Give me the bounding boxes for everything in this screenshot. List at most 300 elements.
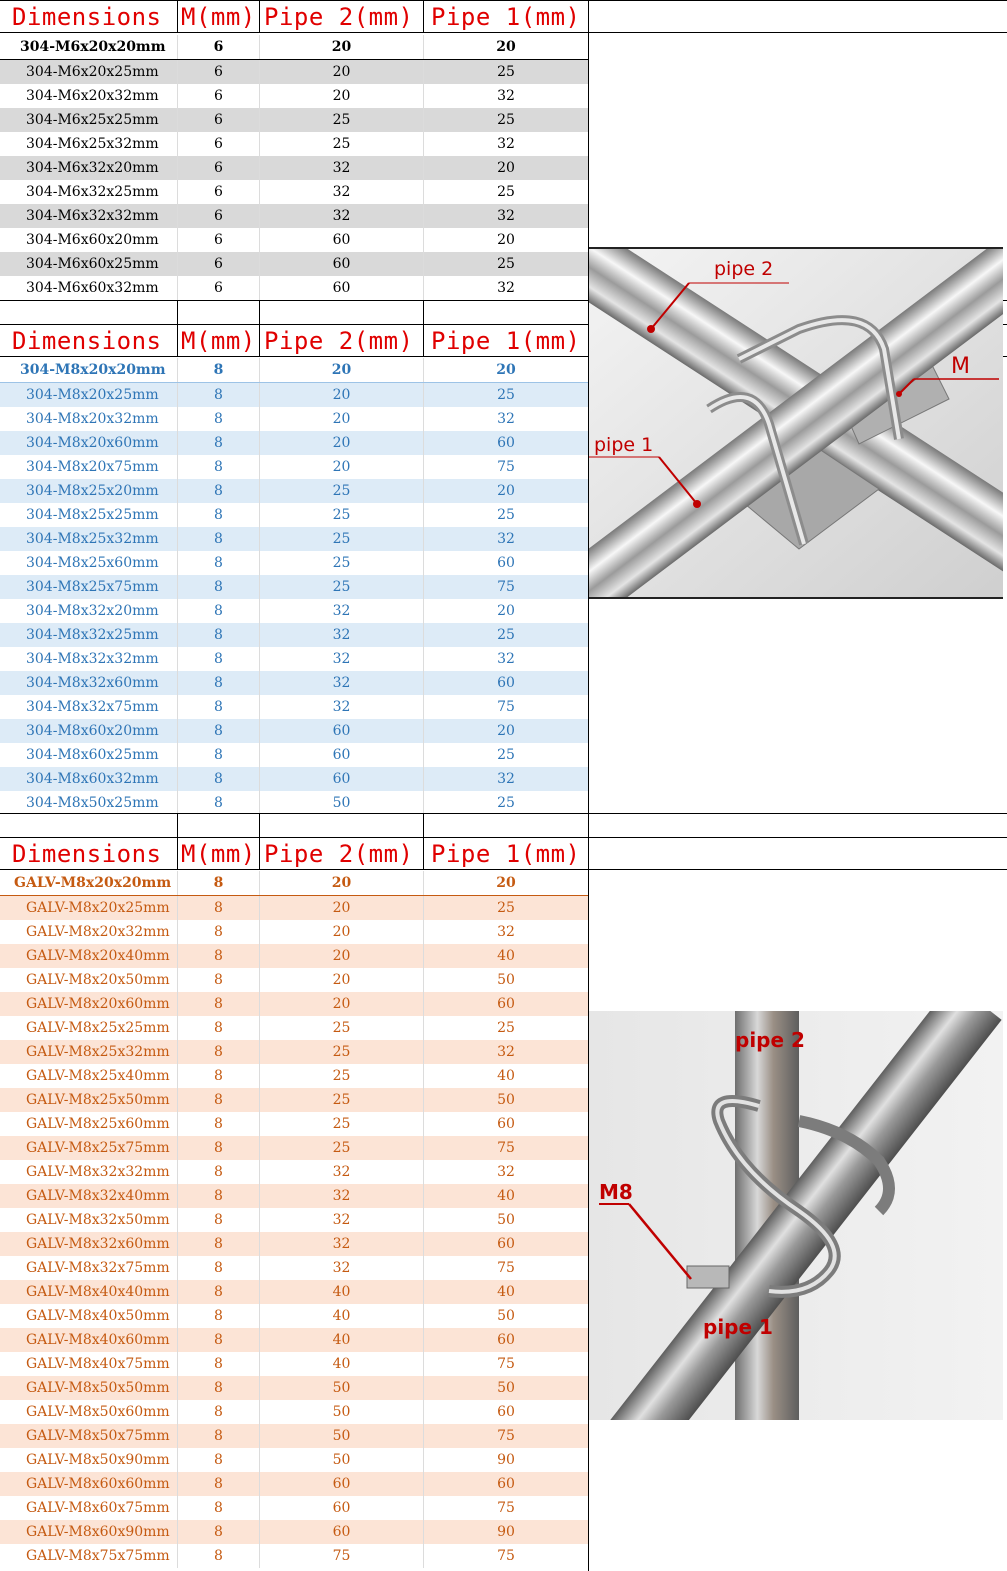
cell-m: 8 bbox=[178, 1376, 260, 1400]
cell-pipe1: 32 bbox=[497, 771, 515, 787]
cell-pipe2: 20 bbox=[260, 944, 424, 968]
cell-m: 8 bbox=[178, 1520, 260, 1544]
cell-m: 8 bbox=[178, 1328, 260, 1352]
table-row bbox=[0, 1448, 588, 1472]
cell-m: 8 bbox=[178, 896, 260, 920]
cell-pipe2: 40 bbox=[260, 1352, 424, 1376]
cell-dimensions: GALV-M8x20x25mm bbox=[0, 896, 178, 920]
cell-pipe1: 32 bbox=[497, 1164, 515, 1180]
cell-pipe2: 32 bbox=[260, 1256, 424, 1280]
table-header-galv-m8 bbox=[0, 837, 1007, 870]
cell-pipe2: 32 bbox=[260, 647, 424, 671]
cell-pipe2: 32 bbox=[260, 1232, 424, 1256]
table-row bbox=[0, 1208, 588, 1232]
cell-pipe1: 32 bbox=[497, 531, 515, 547]
cell-m: 8 bbox=[178, 1304, 260, 1328]
table-row bbox=[0, 431, 588, 455]
cell-pipe1: 25 bbox=[497, 112, 515, 128]
cell-pipe1: 40 bbox=[497, 948, 515, 964]
cell-pipe1: 60 bbox=[497, 675, 515, 691]
cell-pipe2: 20 bbox=[260, 992, 424, 1016]
header-pipe1: Pipe 1(mm) bbox=[424, 838, 589, 869]
cell-pipe2: 25 bbox=[260, 1040, 424, 1064]
table-row bbox=[0, 1424, 588, 1448]
table-row bbox=[0, 358, 588, 383]
cell-m: 8 bbox=[178, 791, 260, 815]
cell-dimensions: 304-M6x20x20mm bbox=[0, 35, 178, 59]
table-row bbox=[0, 1184, 588, 1208]
cell-pipe2: 60 bbox=[260, 1520, 424, 1544]
cell-m: 6 bbox=[178, 108, 260, 132]
galvanized-clamp-photo bbox=[589, 1011, 1003, 1420]
table-row bbox=[0, 1544, 588, 1568]
table-row bbox=[0, 791, 588, 815]
cell-pipe2: 20 bbox=[260, 431, 424, 455]
cell-pipe2: 20 bbox=[260, 871, 424, 895]
cell-pipe2: 25 bbox=[260, 1064, 424, 1088]
cell-dimensions: GALV-M8x60x90mm bbox=[0, 1520, 178, 1544]
cell-m: 8 bbox=[178, 1352, 260, 1376]
table-row bbox=[0, 1400, 588, 1424]
table-row bbox=[0, 695, 588, 719]
cell-m: 8 bbox=[178, 551, 260, 575]
cell-m: 8 bbox=[178, 1280, 260, 1304]
table-row bbox=[0, 407, 588, 431]
table-row bbox=[0, 944, 588, 968]
cell-m: 8 bbox=[178, 623, 260, 647]
label-pipe2: pipe 2 bbox=[714, 258, 774, 280]
cell-dimensions: 304-M6x25x25mm bbox=[0, 108, 178, 132]
cell-pipe1: 50 bbox=[497, 1092, 515, 1108]
cell-m: 8 bbox=[178, 1112, 260, 1136]
cell-m: 8 bbox=[178, 1400, 260, 1424]
cell-dimensions: GALV-M8x60x60mm bbox=[0, 1472, 178, 1496]
label-m: M bbox=[951, 354, 970, 379]
cell-m: 8 bbox=[178, 503, 260, 527]
header-pipe1: Pipe 1(mm) bbox=[424, 325, 589, 356]
header-spacer bbox=[589, 838, 1007, 869]
cell-pipe1: 25 bbox=[497, 747, 515, 763]
cell-pipe1: 40 bbox=[497, 1068, 515, 1084]
cell-pipe2: 20 bbox=[260, 968, 424, 992]
table-row bbox=[0, 1232, 588, 1256]
cell-dimensions: GALV-M8x60x75mm bbox=[0, 1496, 178, 1520]
cell-dimensions: 304-M8x60x25mm bbox=[0, 743, 178, 767]
cell-m: 8 bbox=[178, 407, 260, 431]
cell-m: 8 bbox=[178, 671, 260, 695]
cell-pipe2: 25 bbox=[260, 503, 424, 527]
cell-dimensions: 304-M8x60x32mm bbox=[0, 767, 178, 791]
table-row bbox=[0, 1088, 588, 1112]
cell-pipe1: 60 bbox=[497, 435, 515, 451]
cell-pipe2: 32 bbox=[260, 1160, 424, 1184]
cell-pipe1: 60 bbox=[497, 1476, 515, 1492]
cell-dimensions: 304-M8x32x25mm bbox=[0, 623, 178, 647]
cell-pipe2: 20 bbox=[260, 896, 424, 920]
cell-pipe2: 50 bbox=[260, 1424, 424, 1448]
separator-row bbox=[0, 813, 1007, 837]
table-row bbox=[0, 156, 588, 180]
cell-pipe2: 25 bbox=[260, 551, 424, 575]
table-row bbox=[0, 647, 588, 671]
cell-m: 8 bbox=[178, 1496, 260, 1520]
table-row bbox=[0, 204, 588, 228]
cell-pipe1: 60 bbox=[497, 555, 515, 571]
header-pipe2: Pipe 2(mm) bbox=[260, 325, 424, 356]
cell-dimensions: 304-M8x20x32mm bbox=[0, 407, 178, 431]
cell-pipe1: 25 bbox=[497, 900, 515, 916]
cell-dimensions: 304-M8x20x25mm bbox=[0, 383, 178, 407]
cell-pipe2: 20 bbox=[260, 60, 424, 84]
cell-dimensions: GALV-M8x32x60mm bbox=[0, 1232, 178, 1256]
cell-m: 8 bbox=[178, 1016, 260, 1040]
cell-m: 6 bbox=[178, 60, 260, 84]
label-pipe1: pipe 1 bbox=[703, 1315, 773, 1339]
cell-dimensions: 304-M6x32x32mm bbox=[0, 204, 178, 228]
cell-pipe2: 20 bbox=[260, 455, 424, 479]
cell-m: 6 bbox=[178, 180, 260, 204]
cell-m: 8 bbox=[178, 743, 260, 767]
cell-dimensions: GALV-M8x50x50mm bbox=[0, 1376, 178, 1400]
table-row bbox=[0, 1016, 588, 1040]
cell-dimensions: 304-M6x60x25mm bbox=[0, 252, 178, 276]
cell-m: 8 bbox=[178, 992, 260, 1016]
cell-pipe1: 90 bbox=[497, 1452, 515, 1468]
table-row bbox=[0, 1064, 588, 1088]
label-pipe2: pipe 2 bbox=[735, 1028, 805, 1052]
cell-pipe1: 75 bbox=[497, 1428, 515, 1444]
table-row bbox=[0, 743, 588, 767]
cell-pipe1: 75 bbox=[497, 1140, 515, 1156]
cell-pipe1: 25 bbox=[497, 64, 515, 80]
cell-pipe1: 50 bbox=[497, 972, 515, 988]
table-row bbox=[0, 383, 588, 407]
cell-pipe2: 75 bbox=[260, 1544, 424, 1568]
cell-pipe2: 60 bbox=[260, 1496, 424, 1520]
cell-m: 8 bbox=[178, 1472, 260, 1496]
cell-dimensions: 304-M6x32x20mm bbox=[0, 156, 178, 180]
cell-pipe1: 75 bbox=[497, 459, 515, 475]
cell-pipe2: 32 bbox=[260, 671, 424, 695]
cell-dimensions: GALV-M8x32x40mm bbox=[0, 1184, 178, 1208]
table-row bbox=[0, 1112, 588, 1136]
cell-pipe1: 60 bbox=[497, 1116, 515, 1132]
table-row bbox=[0, 527, 588, 551]
cell-pipe1: 40 bbox=[497, 1284, 515, 1300]
table-row bbox=[0, 623, 588, 647]
cell-m: 8 bbox=[178, 1184, 260, 1208]
cell-dimensions: GALV-M8x50x90mm bbox=[0, 1448, 178, 1472]
cell-m: 6 bbox=[178, 132, 260, 156]
cell-pipe2: 60 bbox=[260, 228, 424, 252]
table-row bbox=[0, 599, 588, 623]
cell-m: 8 bbox=[178, 527, 260, 551]
cell-pipe1: 20 bbox=[496, 39, 516, 55]
cell-dimensions: 304-M8x20x75mm bbox=[0, 455, 178, 479]
cell-pipe1: 20 bbox=[497, 160, 515, 176]
cell-pipe2: 60 bbox=[260, 719, 424, 743]
table-row bbox=[0, 35, 588, 60]
cell-dimensions: GALV-M8x40x40mm bbox=[0, 1280, 178, 1304]
cell-pipe1: 20 bbox=[497, 603, 515, 619]
cell-pipe2: 25 bbox=[260, 527, 424, 551]
cell-pipe2: 40 bbox=[260, 1304, 424, 1328]
label-pipe1: pipe 1 bbox=[594, 434, 654, 456]
header-m: M(mm) bbox=[178, 325, 260, 356]
table-row bbox=[0, 108, 588, 132]
table-row bbox=[0, 60, 588, 84]
table-row bbox=[0, 767, 588, 791]
cell-pipe2: 32 bbox=[260, 156, 424, 180]
cell-pipe2: 20 bbox=[260, 920, 424, 944]
cell-pipe1: 20 bbox=[496, 875, 516, 891]
header-dimensions: Dimensions bbox=[0, 325, 178, 356]
cell-m: 6 bbox=[178, 84, 260, 108]
table-row bbox=[0, 1352, 588, 1376]
cell-m: 8 bbox=[178, 1448, 260, 1472]
cell-m: 8 bbox=[178, 383, 260, 407]
cell-m: 8 bbox=[178, 719, 260, 743]
cell-dimensions: GALV-M8x40x60mm bbox=[0, 1328, 178, 1352]
cell-m: 8 bbox=[178, 647, 260, 671]
cell-dimensions: 304-M8x20x60mm bbox=[0, 431, 178, 455]
table-row bbox=[0, 84, 588, 108]
table-row bbox=[0, 551, 588, 575]
cell-pipe2: 25 bbox=[260, 1088, 424, 1112]
cell-pipe2: 60 bbox=[260, 767, 424, 791]
header-pipe2: Pipe 2(mm) bbox=[260, 838, 424, 869]
header-m: M(mm) bbox=[178, 1, 260, 32]
table-row bbox=[0, 871, 588, 896]
cell-m: 8 bbox=[178, 767, 260, 791]
table-row bbox=[0, 1472, 588, 1496]
cell-pipe2: 32 bbox=[260, 1184, 424, 1208]
cell-pipe2: 40 bbox=[260, 1280, 424, 1304]
cell-dimensions: GALV-M8x50x60mm bbox=[0, 1400, 178, 1424]
cell-dimensions: 304-M8x32x20mm bbox=[0, 599, 178, 623]
cell-dimensions: GALV-M8x40x75mm bbox=[0, 1352, 178, 1376]
cell-pipe2: 25 bbox=[260, 108, 424, 132]
cell-pipe2: 20 bbox=[260, 383, 424, 407]
cell-dimensions: GALV-M8x75x75mm bbox=[0, 1544, 178, 1568]
header-dimensions: Dimensions bbox=[0, 838, 178, 869]
cell-m: 8 bbox=[178, 1256, 260, 1280]
cell-dimensions: GALV-M8x25x75mm bbox=[0, 1136, 178, 1160]
cell-pipe1: 90 bbox=[497, 1524, 515, 1540]
cell-pipe1: 32 bbox=[497, 280, 515, 296]
cell-pipe1: 32 bbox=[497, 411, 515, 427]
cell-pipe1: 75 bbox=[497, 1356, 515, 1372]
cell-pipe1: 50 bbox=[497, 1212, 515, 1228]
table-row bbox=[0, 968, 588, 992]
cell-m: 8 bbox=[178, 871, 260, 895]
cell-m: 8 bbox=[178, 944, 260, 968]
table-row bbox=[0, 920, 588, 944]
label-m8: M8 bbox=[599, 1180, 633, 1204]
cell-pipe1: 25 bbox=[497, 627, 515, 643]
cell-m: 8 bbox=[178, 968, 260, 992]
cell-dimensions: GALV-M8x32x50mm bbox=[0, 1208, 178, 1232]
cell-pipe1: 20 bbox=[496, 362, 516, 378]
cell-dimensions: 304-M6x25x32mm bbox=[0, 132, 178, 156]
cell-m: 8 bbox=[178, 1160, 260, 1184]
cell-pipe2: 32 bbox=[260, 180, 424, 204]
cell-pipe2: 25 bbox=[260, 1112, 424, 1136]
cell-dimensions: GALV-M8x20x20mm bbox=[0, 871, 178, 895]
cell-dimensions: 304-M8x60x20mm bbox=[0, 719, 178, 743]
cell-pipe1: 25 bbox=[497, 1020, 515, 1036]
cell-pipe1: 25 bbox=[497, 387, 515, 403]
table-row bbox=[0, 252, 588, 276]
cell-dimensions: GALV-M8x25x60mm bbox=[0, 1112, 178, 1136]
cell-pipe1: 25 bbox=[497, 184, 515, 200]
cell-pipe2: 20 bbox=[260, 407, 424, 431]
table-row bbox=[0, 575, 588, 599]
cell-pipe2: 25 bbox=[260, 575, 424, 599]
cell-pipe1: 40 bbox=[497, 1188, 515, 1204]
cell-m: 6 bbox=[178, 228, 260, 252]
cell-dimensions: 304-M8x25x32mm bbox=[0, 527, 178, 551]
cell-dimensions: 304-M6x32x25mm bbox=[0, 180, 178, 204]
cell-pipe2: 60 bbox=[260, 1472, 424, 1496]
cell-dimensions: GALV-M8x25x32mm bbox=[0, 1040, 178, 1064]
cell-dimensions: 304-M8x25x60mm bbox=[0, 551, 178, 575]
table-row bbox=[0, 1304, 588, 1328]
cell-m: 8 bbox=[178, 1136, 260, 1160]
table-row bbox=[0, 1256, 588, 1280]
cell-pipe1: 32 bbox=[497, 924, 515, 940]
table-row bbox=[0, 1040, 588, 1064]
cell-pipe1: 25 bbox=[497, 795, 515, 811]
cell-pipe2: 25 bbox=[260, 479, 424, 503]
cell-m: 8 bbox=[178, 575, 260, 599]
cell-m: 6 bbox=[178, 252, 260, 276]
cell-pipe1: 32 bbox=[497, 136, 515, 152]
cell-dimensions: GALV-M8x25x25mm bbox=[0, 1016, 178, 1040]
cell-m: 6 bbox=[178, 204, 260, 228]
cell-dimensions: 304-M8x32x60mm bbox=[0, 671, 178, 695]
cell-m: 8 bbox=[178, 1208, 260, 1232]
cell-pipe1: 60 bbox=[497, 1332, 515, 1348]
cell-dimensions: GALV-M8x20x32mm bbox=[0, 920, 178, 944]
table-row bbox=[0, 180, 588, 204]
cell-pipe2: 25 bbox=[260, 1136, 424, 1160]
cell-pipe1: 75 bbox=[497, 1548, 515, 1564]
table-row bbox=[0, 479, 588, 503]
cell-pipe2: 20 bbox=[260, 358, 424, 382]
cell-pipe1: 75 bbox=[497, 699, 515, 715]
table-row bbox=[0, 1136, 588, 1160]
cell-dimensions: 304-M8x25x75mm bbox=[0, 575, 178, 599]
cell-dimensions: 304-M8x32x32mm bbox=[0, 647, 178, 671]
cell-m: 8 bbox=[178, 599, 260, 623]
cell-m: 8 bbox=[178, 1424, 260, 1448]
cell-pipe1: 75 bbox=[497, 579, 515, 595]
cell-pipe2: 25 bbox=[260, 1016, 424, 1040]
cell-m: 8 bbox=[178, 695, 260, 719]
table-row bbox=[0, 1520, 588, 1544]
cell-pipe2: 32 bbox=[260, 695, 424, 719]
header-spacer bbox=[589, 1, 1007, 32]
cell-pipe2: 32 bbox=[260, 599, 424, 623]
cell-m: 8 bbox=[178, 1232, 260, 1256]
cell-pipe1: 25 bbox=[497, 256, 515, 272]
table-row bbox=[0, 228, 588, 252]
table-row bbox=[0, 992, 588, 1016]
cell-m: 8 bbox=[178, 1040, 260, 1064]
cell-pipe2: 50 bbox=[260, 791, 424, 815]
table-row bbox=[0, 1160, 588, 1184]
cell-m: 6 bbox=[178, 276, 260, 300]
cell-pipe2: 32 bbox=[260, 1208, 424, 1232]
table-header-304-m6 bbox=[0, 0, 1007, 33]
header-dimensions: Dimensions bbox=[0, 1, 178, 32]
table-row bbox=[0, 671, 588, 695]
cell-dimensions: 304-M6x60x32mm bbox=[0, 276, 178, 300]
cell-pipe1: 50 bbox=[497, 1308, 515, 1324]
cell-pipe1: 20 bbox=[497, 723, 515, 739]
cell-pipe1: 60 bbox=[497, 996, 515, 1012]
cell-dimensions: 304-M6x20x25mm bbox=[0, 60, 178, 84]
cell-pipe1: 75 bbox=[497, 1260, 515, 1276]
table-row bbox=[0, 896, 588, 920]
table-row bbox=[0, 1280, 588, 1304]
cell-dimensions: 304-M8x50x25mm bbox=[0, 791, 178, 815]
cell-dimensions: GALV-M8x25x40mm bbox=[0, 1064, 178, 1088]
cell-pipe1: 32 bbox=[497, 208, 515, 224]
cell-dimensions: 304-M8x20x20mm bbox=[0, 358, 178, 382]
cell-dimensions: 304-M8x25x25mm bbox=[0, 503, 178, 527]
cell-pipe1: 20 bbox=[497, 232, 515, 248]
cell-m: 6 bbox=[178, 35, 260, 59]
cell-pipe2: 50 bbox=[260, 1400, 424, 1424]
cell-m: 8 bbox=[178, 431, 260, 455]
cell-pipe1: 50 bbox=[497, 1380, 515, 1396]
cell-m: 8 bbox=[178, 1544, 260, 1568]
cell-m: 8 bbox=[178, 1064, 260, 1088]
cell-pipe1: 25 bbox=[497, 507, 515, 523]
table-row bbox=[0, 503, 588, 527]
cell-m: 8 bbox=[178, 1088, 260, 1112]
cell-pipe2: 50 bbox=[260, 1448, 424, 1472]
cell-dimensions: 304-M6x20x32mm bbox=[0, 84, 178, 108]
header-m: M(mm) bbox=[178, 838, 260, 869]
table-row bbox=[0, 132, 588, 156]
cell-pipe2: 32 bbox=[260, 623, 424, 647]
cell-pipe1: 32 bbox=[497, 1044, 515, 1060]
cell-m: 8 bbox=[178, 920, 260, 944]
cell-dimensions: GALV-M8x32x75mm bbox=[0, 1256, 178, 1280]
header-pipe1: Pipe 1(mm) bbox=[424, 1, 589, 32]
cell-pipe1: 60 bbox=[497, 1236, 515, 1252]
cell-pipe2: 60 bbox=[260, 276, 424, 300]
cell-m: 8 bbox=[178, 479, 260, 503]
cell-pipe2: 20 bbox=[260, 35, 424, 59]
table-row bbox=[0, 276, 588, 300]
table-row bbox=[0, 455, 588, 479]
cell-pipe1: 60 bbox=[497, 1404, 515, 1420]
cell-m: 8 bbox=[178, 455, 260, 479]
cell-dimensions: 304-M8x25x20mm bbox=[0, 479, 178, 503]
table-row bbox=[0, 1328, 588, 1352]
cell-dimensions: GALV-M8x40x50mm bbox=[0, 1304, 178, 1328]
cell-dimensions: GALV-M8x32x32mm bbox=[0, 1160, 178, 1184]
table-row bbox=[0, 719, 588, 743]
cell-m: 8 bbox=[178, 358, 260, 382]
cell-dimensions: 304-M8x32x75mm bbox=[0, 695, 178, 719]
table-row bbox=[0, 1496, 588, 1520]
cell-pipe1: 32 bbox=[497, 651, 515, 667]
